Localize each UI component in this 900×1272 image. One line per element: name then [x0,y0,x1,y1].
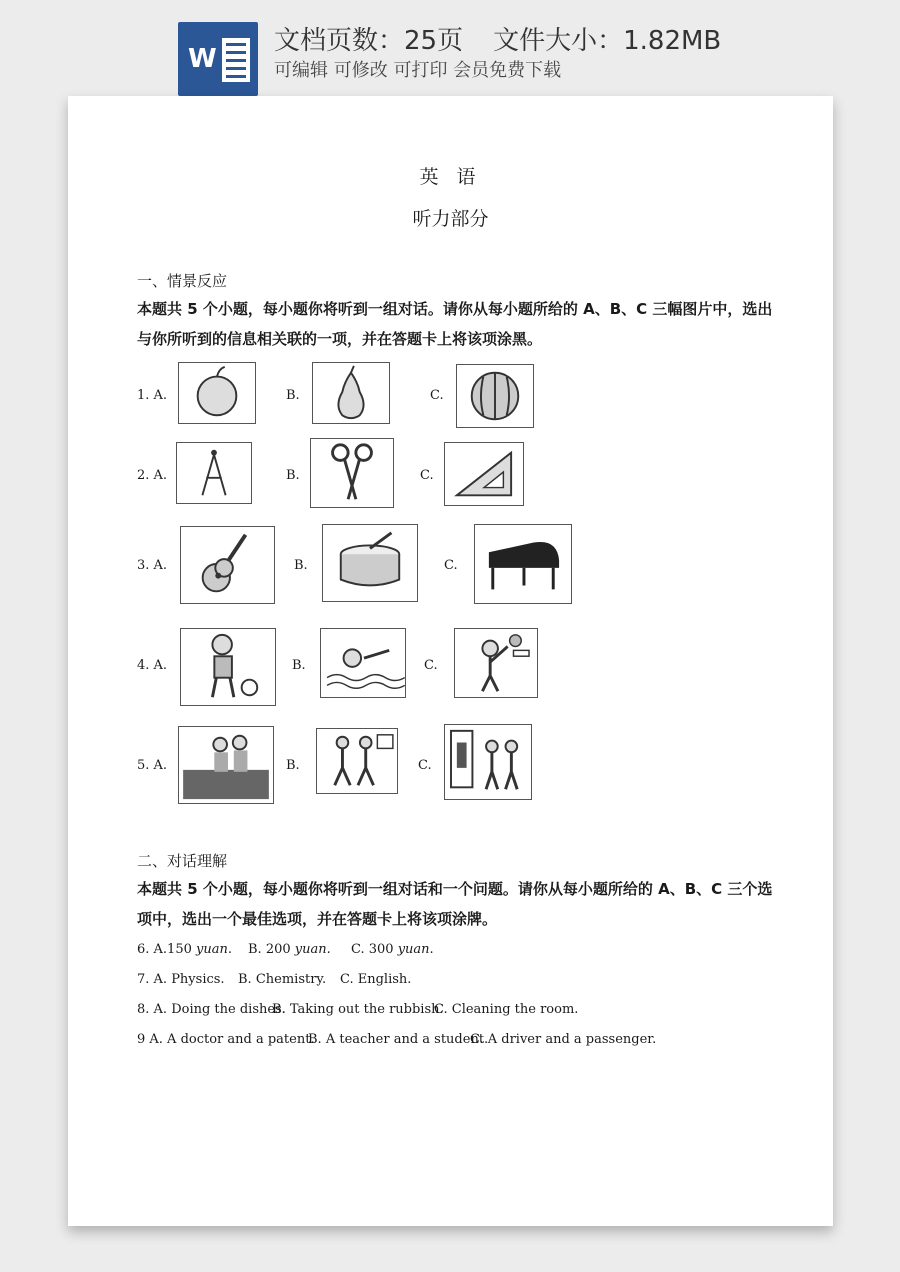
drum-icon[interactable] [322,524,418,602]
pear-icon[interactable] [312,362,390,424]
document-features: 可编辑 可修改 可打印 会员免费下载 [274,60,562,81]
q4-b-label: B. [292,658,306,673]
football-boy-icon[interactable] [180,628,276,706]
q2-label: 2. A. [137,468,168,483]
q5-b-label: B. [286,758,300,773]
q9-option-b[interactable]: B. A teacher and a student. [308,1032,489,1047]
q6-option-b[interactable]: B. 200 yuan. [248,942,331,957]
section1-instruction: 本题共 5 个小题，每小题你将听到一组对话。请你从每小题所给的 A、B、C 三幅图片中，选出与你所听到的信息相关联的一项，并在答题卡上将该项涂黑。 [137,300,773,348]
piano-icon[interactable] [474,524,572,604]
q5-label: 5. A. [137,758,168,773]
q7-option-c[interactable]: C. English. [340,972,412,987]
scissors-icon[interactable] [310,438,394,508]
q6-option-c[interactable]: C. 300 yuan. [351,942,434,957]
section2-instruction: 本题共 5 个小题，每小题你将听到一组对话和一个问题。请你从每小题所给的 A、B、C 三个选项中，选出一个最佳选项，并在答题卡上将该项涂牌。 [137,880,773,928]
exam-paper [68,96,833,1226]
apple-icon[interactable] [178,362,256,424]
q8-option-c[interactable]: C. Cleaning the room. [434,1002,579,1017]
q3-label: 3. A. [137,558,168,573]
compass-icon[interactable] [176,442,252,504]
q2-c-label: C. [420,468,434,483]
word-logo-letter: W [188,44,217,74]
walking-people-icon[interactable] [316,728,398,794]
q4-c-label: C. [424,658,438,673]
set-square-icon[interactable] [444,442,524,506]
q7-option-b[interactable]: B. Chemistry. [238,972,327,987]
q1-label: 1. A. [137,388,168,403]
q7-option-a[interactable]: 7. A. Physics. [137,972,225,987]
sofa-people-icon[interactable] [178,726,274,804]
file-size: 文件大小：1.82MB [493,26,722,56]
q9-option-a[interactable]: 9 A. A doctor and a patent. [137,1032,315,1047]
paper-subtitle: 听力部分 [412,208,489,230]
document-banner [0,0,900,96]
section2-heading: 二、对话理解 [137,852,228,870]
page-count: 文档页数：25页 [274,26,464,56]
section1-heading: 一、情景反应 [137,272,228,290]
q8-option-b[interactable]: B. Taking out the rubbish. [272,1002,444,1017]
paper-title: 英 语 [419,166,482,188]
q4-label: 4. A. [137,658,168,673]
watermelon-icon[interactable] [456,364,534,428]
q8-option-a[interactable]: 8. A. Doing the dishes. [137,1002,286,1017]
swimming-icon[interactable] [320,628,406,698]
q1-c-label: C. [430,388,444,403]
word-document-icon [178,22,258,96]
q1-b-label: B. [286,388,300,403]
document-stats [274,20,751,57]
q3-b-label: B. [294,558,308,573]
q9-option-c[interactable]: C. A driver and a passenger. [470,1032,657,1047]
basketball-girl-icon[interactable] [454,628,538,698]
guitar-icon[interactable] [180,526,275,604]
q5-c-label: C. [418,758,432,773]
q2-b-label: B. [286,468,300,483]
museum-people-icon[interactable] [444,724,532,800]
q6-option-a[interactable]: 6. A.150 yuan. [137,942,232,957]
q3-c-label: C. [444,558,458,573]
